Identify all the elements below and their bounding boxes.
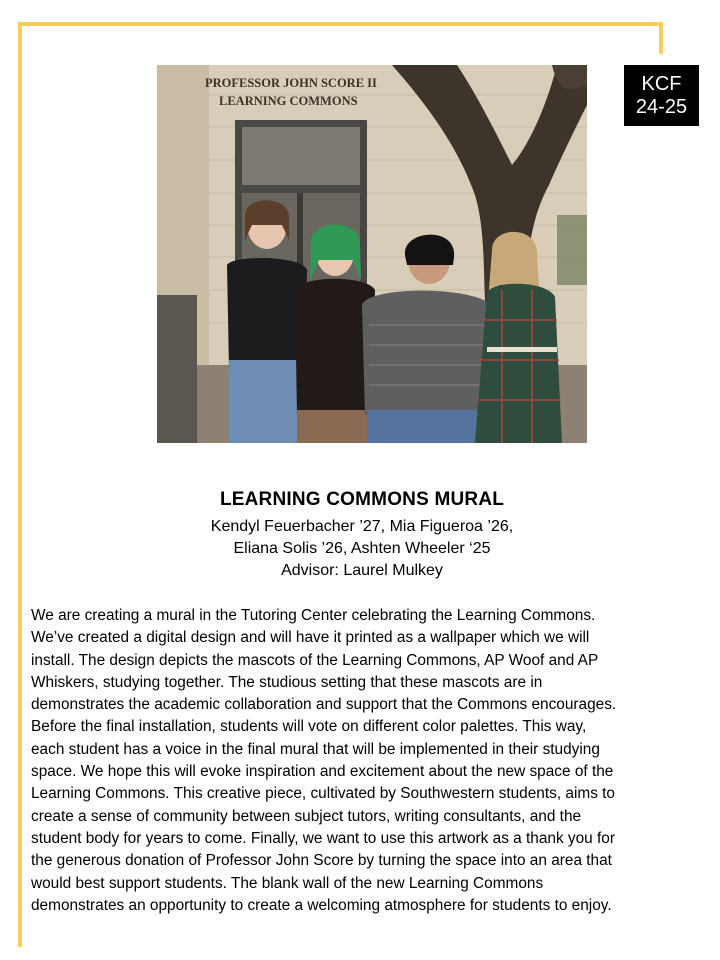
frame-right-border (659, 22, 663, 54)
body-line: demonstrates the academic collaboration and support that the Commons encourages. (31, 696, 617, 714)
page-title: LEARNING COMMONS MURAL (219, 489, 505, 510)
sign-text-line-2: LEARNING COMMONS (219, 94, 358, 108)
authors-line-2: Eliana Solis ’26, Ashten Wheeler ‘25 (233, 540, 491, 557)
body-line: create a sense of community between subject tutors, writing consultants, and the (31, 807, 582, 825)
badge-line-2: 24-25 (635, 95, 688, 118)
body-line: would best support students. The blank wall of the new Learning Commons (31, 874, 544, 892)
body-line: Learning Commons. This creative piece, cultivated by Southwestern students, aims to (31, 785, 615, 803)
body-line: space. We hope this will evoke inspiration and excitement about the new space of the (31, 763, 614, 781)
body-line: student body for years to come. Finally, we want to use this artwork as a thank you for (31, 829, 615, 847)
body-line: each student has a voice in the final mural that will be implemented in their studying (31, 740, 600, 758)
badge-line-1: KCF (641, 72, 682, 95)
authors-line-1: Kendyl Feuerbacher ’27, Mia Figueroa ’26, (210, 518, 514, 535)
project-description (31, 605, 699, 917)
body-line: We are creating a mural in the Tutoring Center celebrating the Learning Commons. (31, 607, 596, 624)
kcf-badge (624, 65, 699, 126)
body-line: Whiskers, studying together. The studious setting that these mascots are in (31, 673, 543, 691)
body-line: demonstrates an opportunity to create a welcoming atmosphere for students to enjoy. (31, 896, 612, 914)
body-line: Before the final installation, students will vote on different color palettes. This way, (31, 718, 587, 736)
advisor-line: Advisor: Laurel Mulkey (281, 562, 443, 579)
body-line: install. The design depicts the mascots of the Learning Commons, AP Woof and AP (31, 651, 599, 669)
group-photo (157, 65, 587, 443)
body-line: the generous donation of Professor John Score by turning the space into an area that (31, 852, 612, 870)
body-line: We’ve created a digital design and will have it printed as a wallpaper which we will (31, 629, 590, 647)
frame-left-border (18, 22, 22, 947)
author-list (22, 516, 702, 582)
frame-top-border (18, 22, 663, 26)
sign-text-line-1: PROFESSOR JOHN SCORE II (205, 76, 377, 90)
